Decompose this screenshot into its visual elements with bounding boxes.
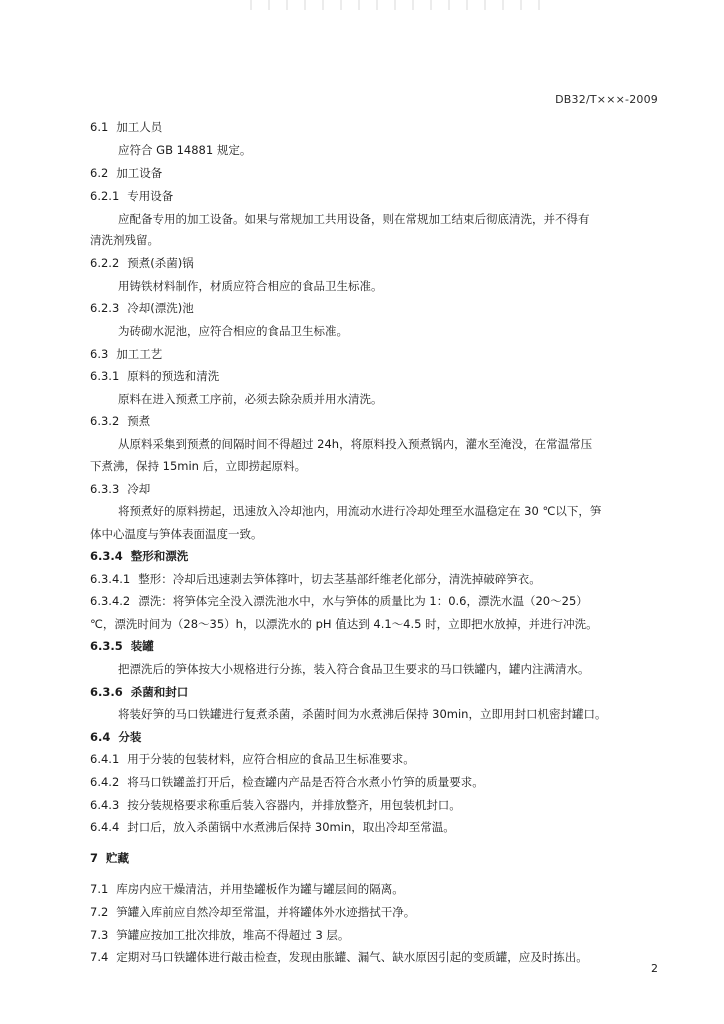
section-heading: 6.3 加工工艺 — [90, 347, 163, 361]
section-heading: 6.4.3 按分装规格要求称重后装入容器内，并排放整齐，用包装机封口。 — [90, 798, 461, 812]
section-heading: 6.3.1 原料的预选和清洗 — [90, 369, 220, 383]
paragraph-line: 将装好笋的马口铁罐进行复煮杀菌，杀菌时间为水煮沸后保持 30min，立即用封口机密封罐口。 — [118, 707, 607, 721]
section-heading: 6.2.3 冷却(漂洗)池 — [90, 301, 194, 315]
section-heading: 6.3.3 冷却 — [90, 482, 151, 496]
paragraph-line: 清洗剂残留。 — [90, 233, 159, 247]
paragraph-line: 体中心温度与笋体表面温度一致。 — [90, 527, 263, 541]
section-heading: 6.1 加工人员 — [90, 120, 163, 134]
paragraph-line: ℃，漂洗时间为（28～35）h，以漂洗水的 pH 值达到 4.1～4.5 时，立即把水放掉，并进行冲洗。 — [90, 617, 598, 631]
paragraph-line: 从原料采集到预煮的间隔时间不得超过 24h，将原料投入预煮锅内，灌水至淹没，在常温常压 — [118, 437, 593, 451]
paragraph-line: 应配备专用的加工设备。如果与常规加工共用设备，则在常规加工结束后彻底清洗，并不得有 — [118, 212, 590, 226]
section-heading: 7.1 库房内应干燥清洁，并用垫罐板作为罐与罐层间的隔离。 — [90, 882, 404, 896]
section-heading: 7.3 笋罐应按加工批次排放，堆高不得超过 3 层。 — [90, 928, 350, 942]
paragraph-line: 应符合 GB 14881 规定。 — [118, 143, 252, 157]
section-heading: 6.2 加工设备 — [90, 166, 163, 180]
paragraph-line: 将预煮好的原料捞起，迅速放入冷却池内，用流动水进行冷却处理至水温稳定在 30 ℃以下，笋 — [118, 504, 602, 518]
section-heading: 6.4.4 封口后，放入杀菌锅中水煮沸后保持 30min，取出冷却至常温。 — [90, 820, 455, 834]
standard-code: DB32/T×××-2009 — [555, 93, 658, 106]
section-heading: 6.2.2 预煮(杀菌)锅 — [90, 256, 194, 270]
section-heading: 6.3.2 预煮 — [90, 414, 151, 428]
section-heading: 6.3.4.1 整形：冷却后迅速剥去笋体箨叶，切去茎基部纤维老化部分，清洗掉破碎笋衣。 — [90, 572, 541, 586]
section-heading: 6.3.6 杀菌和封口 — [90, 685, 189, 699]
section-heading: 6.3.5 装罐 — [90, 639, 154, 653]
paragraph-line: 把漂洗后的笋体按大小规格进行分拣，装入符合食品卫生要求的马口铁罐内，罐内注满清水。 — [118, 662, 590, 676]
paragraph-line: 下煮沸，保持 15min 后，立即捞起原料。 — [90, 459, 307, 473]
section-heading: 6.4.2 将马口铁罐盖打开后，检查罐内产品是否符合水煮小竹笋的质量要求。 — [90, 775, 484, 789]
section-heading: 6.4 分装 — [90, 730, 142, 744]
section-heading: 7.2 笋罐入库前应自然冷却至常温，并将罐体外水迹揩拭干净。 — [90, 905, 416, 919]
paragraph-line: 用铸铁材料制作，材质应符合相应的食品卫生标准。 — [118, 279, 383, 293]
section-heading: 6.3.4 整形和漂洗 — [90, 549, 189, 563]
section-heading: 6.4.1 用于分装的包装材料，应符合相应的食品卫生标准要求。 — [90, 752, 415, 766]
paragraph-line: 为砖砌水泥池，应符合相应的食品卫生标准。 — [118, 324, 348, 338]
section-heading: 7.4 定期对马口铁罐体进行敲击检查，发现由胀罐、漏气、缺水原因引起的变质罐，应及时拣出。 — [90, 950, 588, 964]
section-heading: 6.2.1 专用设备 — [90, 189, 174, 203]
section-heading: 6.3.4.2 漂洗：将笋体完全没入漂洗池水中，水与笋体的质量比为 1：0.6，漂洗水温（20～25） — [90, 594, 588, 608]
paragraph-line: 原料在进入预煮工序前，必须去除杂质并用水清洗。 — [118, 392, 383, 406]
page-number: 2 — [651, 962, 658, 975]
chapter-heading: 7 贮藏 — [90, 851, 130, 865]
scan-artifact — [250, 0, 550, 10]
